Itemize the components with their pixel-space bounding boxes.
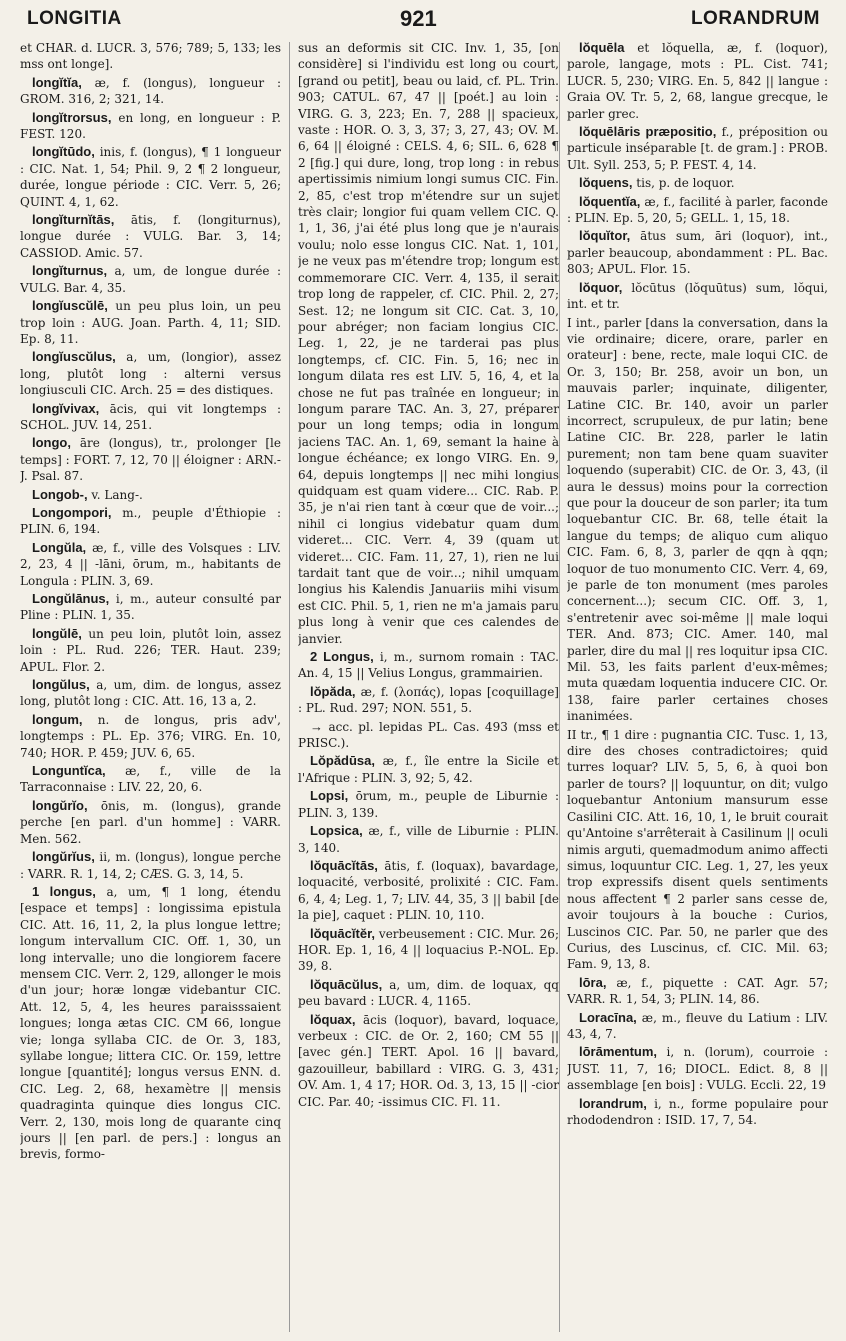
entry-headword: lŏquācĭtĕr, <box>310 925 376 941</box>
entry-headword: 1 longus, <box>32 883 96 899</box>
entry-definition: a, um, dim. de loquax, qq peu bavard : LUCR. 4, 1165. <box>298 977 559 1009</box>
entry-headword: longĭvivax, <box>32 400 100 416</box>
entry-definition: i, m., surnom romain : TAC. An. 4, 15 || Velius Longus, grammairien. <box>298 650 559 681</box>
entry-definition: æ, f., île entre la Sicile et l'Afrique : PLIN. 3, 92; 5, 42. <box>298 754 559 785</box>
dictionary-entry <box>567 1044 828 1093</box>
dictionary-entry <box>20 144 281 210</box>
entry-definition: en long, en longueur : P. FEST. 120. <box>20 110 281 142</box>
column-divider <box>559 42 560 1332</box>
dictionary-entry <box>20 505 281 538</box>
entry-headword: Longŭlānus, <box>32 591 110 606</box>
dictionary-entry <box>567 175 828 191</box>
page-number: 921 <box>400 6 437 31</box>
dictionary-entry <box>20 40 281 73</box>
entry-headword: longŭrĭus, <box>32 849 95 865</box>
dictionary-entry <box>567 1010 828 1043</box>
entry-headword: Lopsi, <box>310 788 349 804</box>
header-last-headword: LORANDRUM <box>690 8 820 29</box>
dictionary-entry <box>20 110 281 143</box>
dictionary-entry <box>20 591 281 624</box>
dictionary-entry <box>567 727 828 973</box>
dictionary-entry <box>567 40 828 122</box>
entry-definition: un peu loin, plutôt loin, assez loin : PL. Rud. 226; TER. Haut. 239; APUL. Flor. 2. <box>20 626 281 674</box>
entry-headword: longĭtūdo, <box>32 144 95 160</box>
dictionary-entry <box>567 280 828 313</box>
entry-definition: æ, f., piquette : CAT. Agr. 57; VARR. R. 1, 54, 3; PLIN. 14, 86. <box>567 975 828 1007</box>
dictionary-entry <box>298 719 559 752</box>
entry-definition: inis, f. (longus), ¶ 1 longueur : CIC. Nat. 1, 54; Phil. 9, 2 ¶ 2 longueur, durée, longue période : CIC. Verr. 5, 26; QUINT. 4, 1, 62. <box>20 145 281 209</box>
column-2 <box>298 40 559 1335</box>
entry-headword: longĭtrorsus, <box>32 109 112 125</box>
page-header <box>0 6 846 36</box>
entry-headword: lŏquācĭtās, <box>310 857 378 873</box>
entry-headword: lŏquentĭa, <box>579 193 641 209</box>
entry-headword: lōra, <box>579 974 607 990</box>
entry-definition: i, m., auteur consulté par Pline : PLIN. 1, 35. <box>20 592 281 623</box>
dictionary-entry <box>298 40 559 647</box>
entry-headword: lŏpăda, <box>310 683 356 699</box>
entry-headword: longŭrĭo, <box>32 797 88 813</box>
entry-definition: āre (longus), tr., prolonger [le temps] : FORT. 7, 12, 70 || éloigner : ARN.-J. Psal. 87. <box>20 436 281 484</box>
dictionary-entry <box>567 315 828 725</box>
dictionary-entry <box>567 228 828 277</box>
entry-definition: a, um, de longue durée : VULG. Bar. 4, 35. <box>20 264 281 295</box>
entry-definition: un peu plus loin, un peu trop loin : AUG. Joan. Parth. 4, 11; SID. Ep. 8, 11. <box>20 299 281 346</box>
entry-headword: Lopsica, <box>310 823 363 839</box>
column-1 <box>20 40 281 1335</box>
entry-headword: Longuntĭca, <box>32 763 106 779</box>
entry-headword: longŭlē, <box>32 625 82 641</box>
entry-headword: lōrāmentum, <box>579 1044 658 1060</box>
entry-headword: 2 Longus, <box>310 649 374 665</box>
entry-definition: a, um, dim. de longus, assez long, plutôt long : CIC. Att. 16, 13 a, 2. <box>20 678 281 709</box>
dictionary-entry <box>20 540 281 589</box>
entry-definition: æ, f., ville de la Tarraconnaise : LIV. 22, 20, 6. <box>20 764 281 795</box>
entry-headword: lŏquax, <box>310 1011 356 1027</box>
dictionary-entry <box>20 626 281 675</box>
entry-definition: ācis (loquor), bavard, loquace, verbeux : CIC. de Or. 2, 160; CM 55 || [avec gén.] TERT. Apol. 16 || bavard, gazouilleur, babillard : VIRG. G. 3, 431; OV. Am. 1, 4 17; HOR. Od. 3, 13, 15 || -cior CIC. Par. 40; -issimus CIC. Fl. 11. <box>298 1012 559 1109</box>
dictionary-entry <box>20 298 281 347</box>
dictionary-entry <box>20 884 281 1163</box>
entry-headword: Lŏpădūsa, <box>310 753 376 769</box>
column-divider <box>289 42 290 1332</box>
entry-headword: lŏquēlāris præpositio, <box>579 124 717 140</box>
dictionary-entry <box>298 1012 559 1110</box>
entry-headword: lŏquĭtor, <box>579 228 631 244</box>
dictionary-entry <box>20 435 281 484</box>
entry-definition: acc. pl. lepidas PL. Cas. 493 (mss et PRISC.). <box>298 719 559 751</box>
entry-headword: lŏquor, <box>579 279 623 295</box>
entry-headword: lorandrum, <box>579 1095 647 1111</box>
entry-definition: æ, f., facilité à parler, faconde : PLIN. Ep. 5, 20, 5; GELL. 1, 15, 18. <box>567 194 828 226</box>
header-first-headword: LONGITIA <box>27 8 122 29</box>
dictionary-entry <box>20 263 281 296</box>
entry-headword: Longompori, <box>32 504 112 520</box>
entry-definition: et lŏquella, æ, f. (loquor), parole, langage, mots : PL. Cist. 741; LUCR. 5, 230; VIRG. En. 5, 842 || langue : Graia OV. Tr. 5, 2, 68, langue grecque, le parler grec. <box>567 41 828 121</box>
entry-definition: ōrum, m., peuple de Liburnie : PLIN. 3, 139. <box>298 789 559 820</box>
entry-definition: et CHAR. d. LUCR. 3, 576; 789; 5, 133; les mss ont longe]. <box>20 41 281 72</box>
dictionary-entry <box>20 712 281 761</box>
dictionary-entry <box>298 649 559 682</box>
entry-definition: lŏcūtus (lŏquūtus) sum, lŏqui, int. et tr. <box>567 280 828 312</box>
entry-definition: æ, f. (longus), longueur : GROM. 316, 2; 321, 14. <box>20 75 281 107</box>
entry-headword: lŏquācŭlus, <box>310 976 383 992</box>
entry-definition: verbeusement : CIC. Mur. 26; HOR. Ep. 1, 16, 4 || loquacius P.-NOL. Ep. 39, 8. <box>298 926 559 974</box>
entry-definition: a, um, ¶ 1 long, étendu [espace et temps] : longissima epistula CIC. Att. 16, 11, 2, la plus longue lettre; longum intervallum CIC. Off. 1, 30, un long intervalle; uno die longiorem facere mensem CIC. Verr. 2, 129, allonger le mois d'un jour; horæ longæ videbantur CIC. Att. 12, 5, 4, les heures paraisssaient longues; longa ætas CIC. CM 66, longue vie; longa syllaba CIC. de Or. 3, 183, syllabe longue; littera CIC. Or. 159, lettre longue [quantité]; longus versus ENN. d. CIC. Leg. 2, 68, hexamètre || mensis quadraginta quinque dies longus CIC. Verr. 2, 130, mois long de quarante cinq jours || [en parl. de pers.] : longus an brevis, formo- <box>20 884 281 1162</box>
entry-definition: f., préposition ou particule inséparable [t. de gram.] : PROB. Ult. Syll. 253, 5; P. FEST. 4, 14. <box>567 125 828 172</box>
entry-definition: v. Lang-. <box>91 487 143 502</box>
entry-headword: lŏquens, <box>579 175 633 191</box>
dictionary-entry <box>298 926 559 975</box>
entry-definition: n. de longus, pris adv', longtemps : PL. Ep. 376; VIRG. En. 10, 740; HOR. P. 459; JUV. 6, 65. <box>20 712 281 760</box>
entry-definition: ātus sum, āri (loquor), int., parler beaucoup, abondamment : PL. Bac. 803; APUL. Flor. 15. <box>567 229 828 277</box>
dictionary-entry <box>20 849 281 882</box>
entry-definition: ātis, f. (longiturnus), longue durée : VULG. Bar. 3, 14; CASSIOD. Amic. 57. <box>20 213 281 260</box>
dictionary-entry <box>567 975 828 1008</box>
dictionary-entry <box>20 798 281 847</box>
entry-definition: i, n., forme populaire pour rhododendron : ISID. 17, 7, 54. <box>567 1096 828 1127</box>
dictionary-entry <box>567 1096 828 1129</box>
entry-definition: ātis, f. (loquax), bavardage, loquacité, verbosité, prolixité : CIC. Fam. 6, 4, 4; Leg. 1, 7; LIV. 44, 35, 3 || babil [de la pie], caquet : PLIN. 10, 110. <box>298 858 559 923</box>
dictionary-entry <box>20 75 281 108</box>
entry-headword: Loracīna, <box>579 1009 637 1025</box>
entry-headword: longŭlus, <box>32 677 90 693</box>
dictionary-entry <box>298 788 559 821</box>
entry-definition: a, um, (longior), assez long, plutôt long : alterni versus longiusculi CIC. Arch. 25 = des distiques. <box>20 350 281 398</box>
entry-headword: longum, <box>32 711 83 727</box>
entry-definition: æ, f., ville de Liburnie : PLIN. 3, 140. <box>298 824 559 855</box>
dictionary-entry <box>20 487 281 503</box>
dictionary-entry <box>298 823 559 856</box>
entry-headword: longĭuscŭlus, <box>32 349 116 365</box>
entry-headword: longĭturnus, <box>32 263 108 279</box>
dictionary-entry <box>20 763 281 796</box>
entry-definition: sus an deformis sit CIC. Inv. 1, 35, [on considère] si l'individu est long ou court, [grand ou petit], beau ou laid, cf. PL. Trin. 903; CATUL. 67, 47 || [poét.] au loin : VIRG. G. 3, 223; En. 7, 288 || spacieux, vaste : HOR. O. 3, 3, 37; 3, 27, 43; OV. M. 6, 64 || éloigné : CELS. 4, 6; SIL. 6, 628 ¶ 2 [fig.] qui dure, long, trop long : in rebus apertissimis nimium longi sumus CIC. Fin. 2, 85, c'est trop m'étendre sur un sujet très clair; longior fui quam vellem CIC. Q. 1, 1, 36, j'ai été plus long que je n'aurais voulu; nolo esse longus CIC. Nat. 1, 101, je ne veux pas m'étendre trop; longum est commemorare CIC. Verr. 4, 135, il serait trop long de rappeler, cf. CIC. Phil. 2, 27; Sest. 12; ne longum sit CIC. Cat. 3, 10, pour abréger; non faciam longius CIC. Leg. 1, 22, je ne tarderai pas plus longtemps, cf. CIC. Fin. 5, 16; nec in longum dilata res est LIV. 5, 16, 4, et la chose ne fut pas traînée en longueur; in longum parare TAC. An. 3, 27, préparer pour un long temps; odia in longum jaciens TAC. An. 1, 69, semant la haine à longue échéance; ex longo VIRG. En. 9, 64, depuis longtemps || nec mihi longius quidquam est quam videre... CIC. Rab. P. 35, je n'ai rien tant à cœur que de voir...; nihil ci longius videbatur quam dum videret... CIC. Verr. 4, 39 (quam ut videret... CIC. Fam. 11, 27, 1), rien ne lui tardait tant que de voir...; nihil umquam longius his Kalendis Januariis mihi visum est CIC. Phil. 5, 1, rien ne m'a jamais paru plus long à venir que ces calendes de janvier. <box>298 41 559 646</box>
entry-headword: Longŭla, <box>32 539 87 555</box>
entry-definition: ii, m. (longus), longue perche : VARR. R. 1, 14, 2; CÆS. G. 3, 14, 5. <box>20 850 281 881</box>
entry-headword: longo, <box>32 435 71 451</box>
entry-headword: Longob-, <box>32 486 88 502</box>
entry-definition: æ, m., fleuve du Latium : LIV. 43, 4, 7. <box>567 1010 828 1041</box>
entry-definition: æ, f., ville des Volsques : LIV. 2, 23, 4 || -lāni, ōrum, m., habitants de Longula : PLIN. 3, 69. <box>20 540 281 588</box>
entry-headword: → <box>310 718 323 734</box>
dictionary-entry <box>567 124 828 173</box>
entry-headword: longĭtĭa, <box>32 74 82 90</box>
entry-definition: m., peuple d'Éthiopie : PLIN. 6, 194. <box>20 505 281 537</box>
entry-definition: II tr., ¶ 1 dire : pugnantia CIC. Tusc. 1, 13, dire des choses contradictoires; quid turres loquar? LIV. 5, 5, 6, à quoi bon parler de tours? || loquuntur, on dit; vulgo loquebantur Antonium mansurum esse Casilini CIC. Att. 16, 10, 1, le bruit courait qu'Antoine s'arrêterait à Casilinum || oculi nimis arguti, quemadmodum animo affecti simus, loquuntur CIC. Leg. 1, 27, les yeux trop expressifs disent quels sentiments nous affectent ¶ 2 parler sans cesse de, avoir toujours à la bouche : Curios, Luscinos CIC. Par. 50, ne parler que des Curius, des Luscinus, cf. CIC. Mil. 63; Fam. 9, 13, 8. <box>567 727 828 972</box>
entry-headword: lŏquēla <box>579 40 625 55</box>
entry-definition: i, n. (lorum), courroie : JUST. 11, 7, 16; DIOCL. Edict. 8, 8 || assemblage [en bois] : VULG. Eccli. 22, 19 <box>567 1045 828 1093</box>
entry-headword: longĭturnĭtās, <box>32 212 115 228</box>
entry-definition: æ, f. (λοπάς), lopas [coquillage] : PL. Rud. 297; NON. 551, 5. <box>298 684 559 716</box>
entry-definition: tis, p. de loquor. <box>636 176 735 191</box>
dictionary-entry <box>20 401 281 434</box>
dictionary-entry <box>298 858 559 924</box>
dictionary-entry <box>20 349 281 398</box>
dictionary-entry <box>20 677 281 710</box>
dictionary-entry <box>567 194 828 227</box>
entry-definition: ōnis, m. (longus), grande perche [en parl. d'un homme] : VARR. Men. 562. <box>20 798 281 846</box>
entry-definition: ācis, qui vit longtemps : SCHOL. JUV. 14, 251. <box>20 401 281 432</box>
entry-definition: I int., parler [dans la conversation, dans la vie ordinaire; dicere, orare, parler en orateur] : bene, recte, male loqui CIC. de Or. 3, 150; Br. 258, avoir un bon, un mauvais parler; inquinate, diligenter, Latine CIC. Br. 140, avoir un parler incorrect, scrupuleux, de pur latin; bene Latine CIC. Br. 228, parler le latin purement; non tam bene quam suaviter loquendo (superabit) CIC. de Or. 3, 43, (il aura le dessus) moins pour la correction que pour la douceur de son parler; ita tum loquebantur CIC. Br. 68, telle était la langue du temps; de aliquo cum aliquo CIC. Fam. 6, 8, 3, parler de qqn à qqn; loquor de tuo monumento CIC. Verr. 4, 69, je parle de ton monument (mes paroles concernent...); secum CIC. Off. 3, 1, s'entretenir avec soi-même || male loqui TER. And. 873; CIC. Amer. 140, mal parler, dire du mal || res loquitur ipsa CIC. Mil. 53, les faits parlent d'eux-mêmes; muta quædam loquentia inducere CIC. Or. 138, faire parler certaines choses inanimées. <box>567 315 828 724</box>
dictionary-entry <box>298 977 559 1010</box>
dictionary-entry <box>20 212 281 261</box>
dictionary-entry <box>298 753 559 786</box>
dictionary-entry <box>298 684 559 717</box>
entry-headword: longĭuscŭlē, <box>32 298 108 314</box>
column-3 <box>567 40 828 1335</box>
